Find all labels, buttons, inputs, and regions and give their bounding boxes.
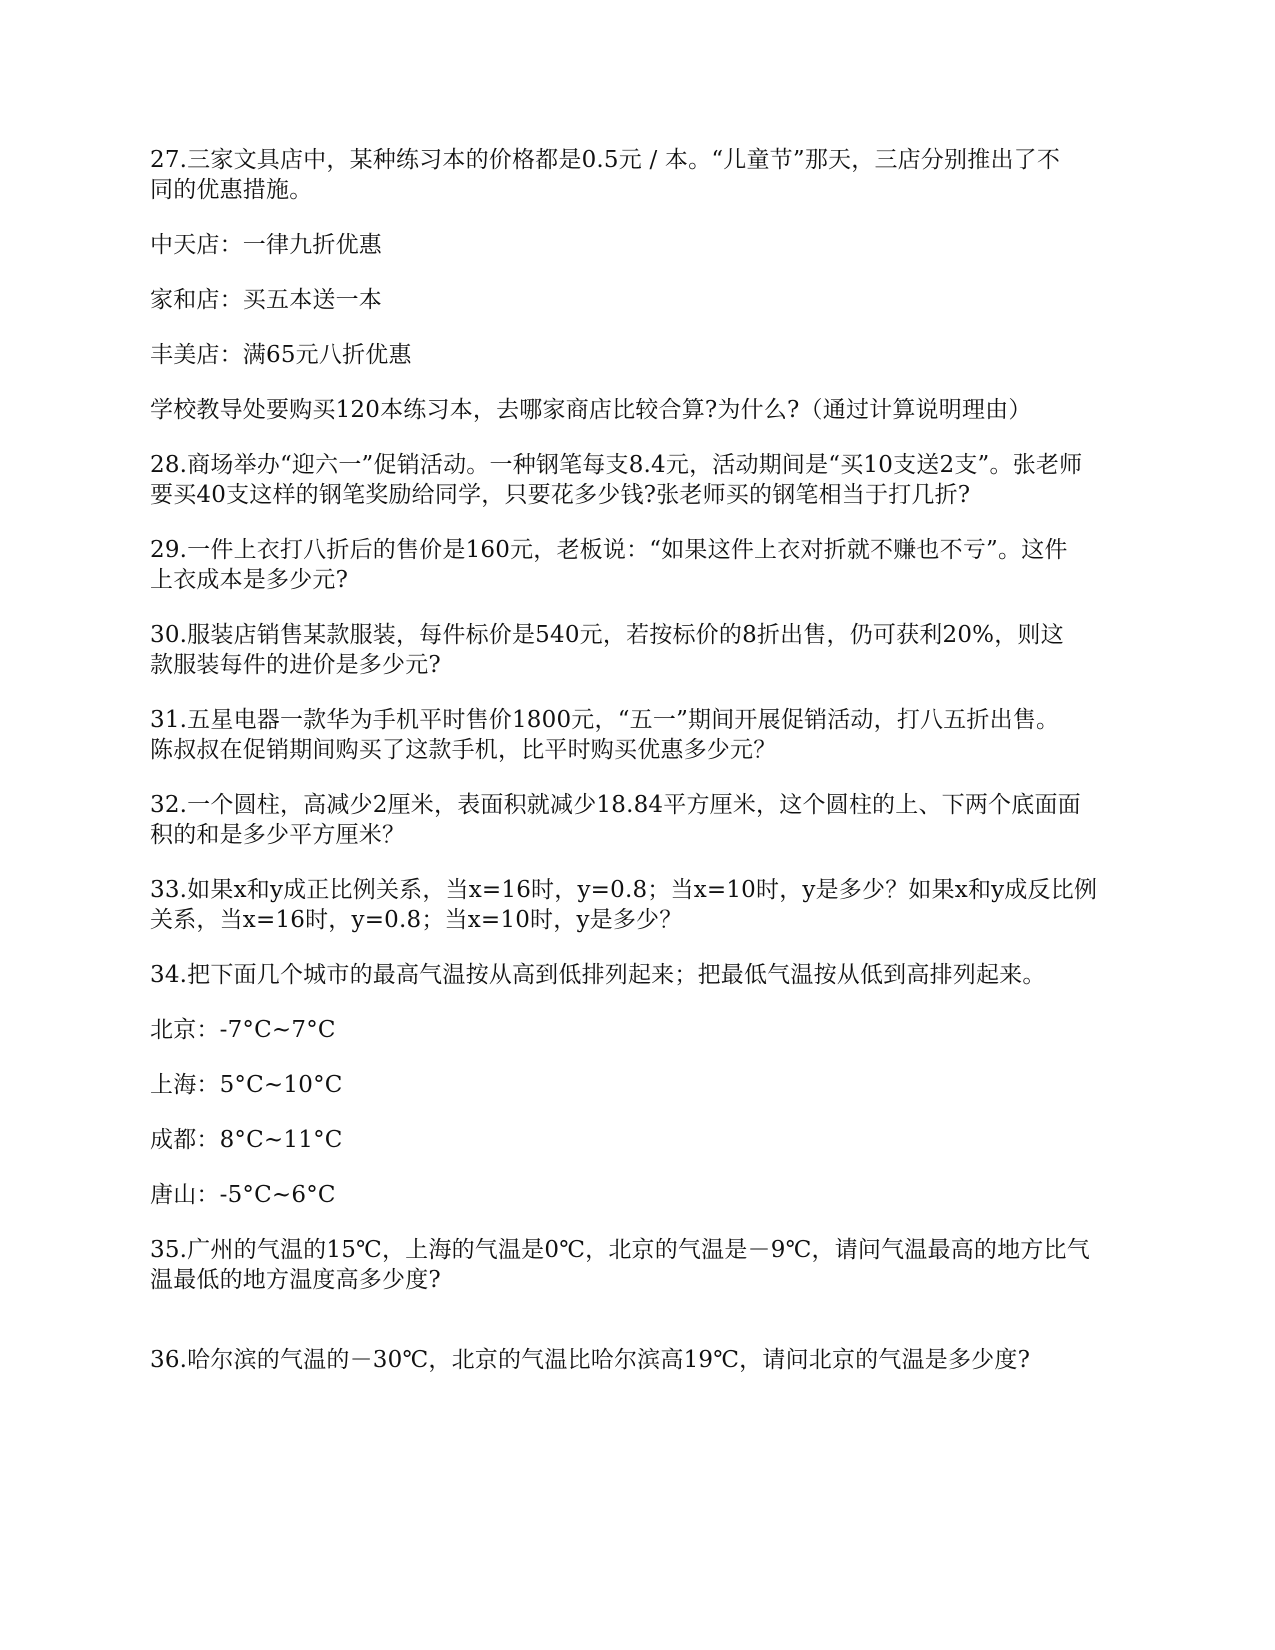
q36-line-1: 36.哈尔滨的气温的－30℃，北京的气温比哈尔滨高19℃，请问北京的气温是多少度? bbox=[150, 1347, 1031, 1373]
q35-line-2: 温最低的地方温度高多少度? bbox=[150, 1267, 441, 1293]
q30-line-2: 款服装每件的进价是多少元? bbox=[150, 652, 441, 678]
q32-line-2: 积的和是多少平方厘米？ bbox=[150, 822, 406, 848]
q34-city-tangshan: 唐山：-5°C~6°C bbox=[150, 1182, 336, 1208]
q27-store-zhongtian: 中天店：一律九折优惠 bbox=[150, 232, 382, 258]
q34-city-chengdu: 成都：8°C~11°C bbox=[150, 1127, 343, 1153]
q33-line-1: 33.如果x和y成正比例关系，当x=16时，y=0.8；当x=10时，y是多少？如果x和y成反比例 bbox=[150, 877, 1098, 903]
q33-line-2: 关系，当x=16时，y=0.8；当x=10时，y是多少？ bbox=[150, 907, 683, 933]
q34-line-1: 34.把下面几个城市的最高气温按从高到低排列起来；把最低气温按从低到高排列起来。 bbox=[150, 962, 1046, 988]
q32-line-1: 32.一个圆柱，高减少2厘米，表面积就减少18.84平方厘米，这个圆柱的上、下两个底面面 bbox=[150, 792, 1081, 818]
q27-store-jiahe: 家和店：买五本送一本 bbox=[150, 287, 382, 313]
q29-line-2: 上衣成本是多少元? bbox=[150, 567, 349, 593]
q27-question: 学校教导处要购买120本练习本，去哪家商店比较合算?为什么?（通过计算说明理由） bbox=[150, 397, 1032, 423]
q31-line-2: 陈叔叔在促销期间购买了这款手机，比平时购买优惠多少元？ bbox=[150, 737, 777, 763]
q27-line-1: 27.三家文具店中，某种练习本的价格都是0.5元 / 本。“儿童节”那天，三店分别推出了不 bbox=[150, 147, 1061, 173]
q35-line-1: 35.广州的气温的15℃，上海的气温是0℃，北京的气温是－9℃，请问气温最高的地方比气 bbox=[150, 1237, 1090, 1263]
q27-store-fengmei: 丰美店：满65元八折优惠 bbox=[150, 342, 412, 368]
q30-line-1: 30.服装店销售某款服装，每件标价是540元，若按标价的8折出售，仍可获利20%，则这 bbox=[150, 622, 1064, 648]
q29-line-1: 29.一件上衣打八折后的售价是160元，老板说：“如果这件上衣对折就不赚也不亏”。这件 bbox=[150, 537, 1068, 563]
q34-city-beijing: 北京：-7°C~7°C bbox=[150, 1017, 336, 1043]
q28-line-1: 28.商场举办“迎六一”促销活动。一种钢笔每支8.4元，活动期间是“买10支送2支”。张老师 bbox=[150, 452, 1083, 478]
q34-city-shanghai: 上海：5°C~10°C bbox=[150, 1072, 343, 1098]
q27-line-2: 同的优惠措施。 bbox=[150, 177, 313, 203]
q28-line-2: 要买40支这样的钢笔奖励给同学，只要花多少钱?张老师买的钢笔相当于打几折? bbox=[150, 482, 971, 508]
q31-line-1: 31.五星电器一款华为手机平时售价1800元，“五一”期间开展促销活动，打八五折出售。 bbox=[150, 707, 1060, 733]
